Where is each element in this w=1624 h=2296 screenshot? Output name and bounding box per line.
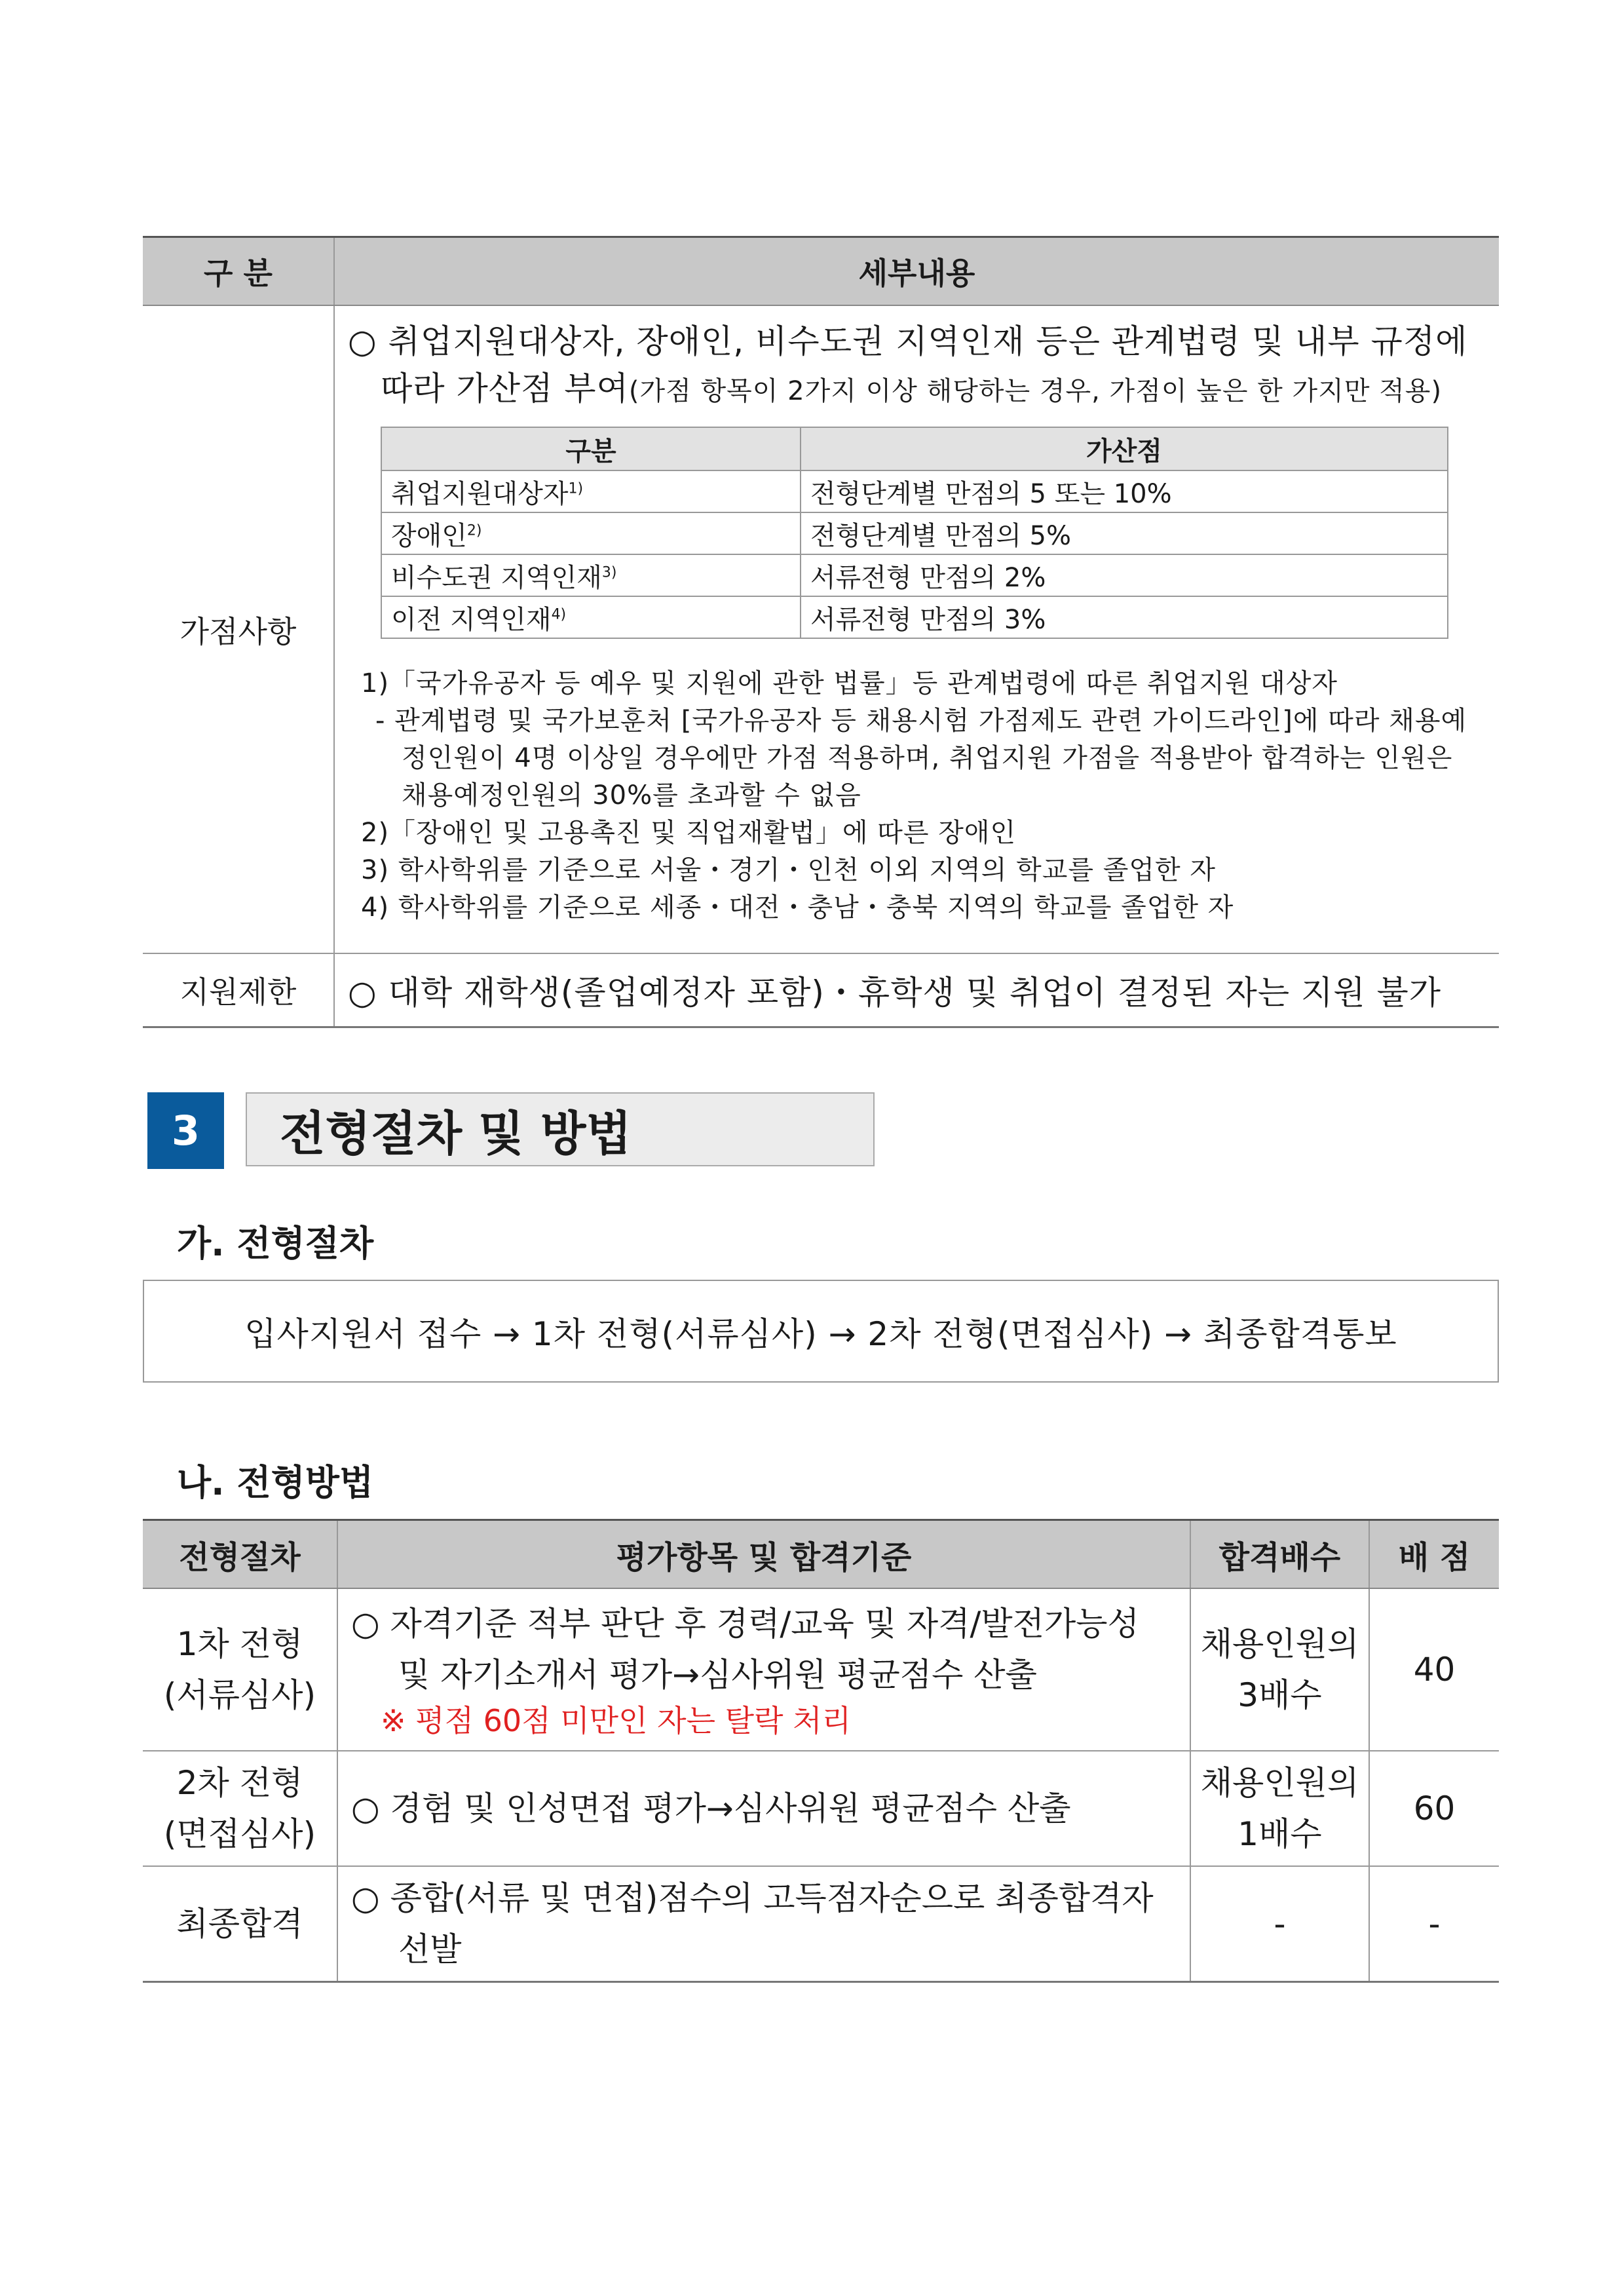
header-multiple: 합격배수 [1190,1520,1369,1589]
table-row [143,1588,1499,1751]
header-criteria: 평가항목 및 합격기준 [337,1520,1190,1589]
criteria-cell: ○ 경험 및 인성면접 평가→심사위원 평균점수 산출 [337,1751,1190,1866]
header-score: 배 점 [1369,1520,1499,1589]
procedure-heading: 가. 전형절차 [177,1223,374,1264]
stage-cell: 2차 전형 (면접심사) [143,1751,337,1866]
footnote: 1)「국가유공자 등 예우 및 지원에 관한 법률」등 관계법령에 따른 취업지원 대상자 [361,668,1338,698]
score-cell: 40 [1369,1588,1499,1751]
score-cell: 60 [1369,1751,1499,1866]
bonus-points: 서류전형 만점의 2% [801,554,1448,596]
stage-cell: 1차 전형 (서류심사) [143,1588,337,1751]
footnote: - 관계법령 및 국가보훈처 [국가유공자 등 채용시험 가점제도 관련 가이드라인]에 따라 채용예정인원이 4명 이상일 경우에만 가점 적용하며, 취업지원 가점을 적용받아 합격하는 인원은 채용예정인원의 30%를 초과할 수 없음 [375,706,1467,811]
table-row [143,1866,1499,1981]
table-row: 이전 지역인재$^{4)}$ 서류전형 만점의 3% [381,596,1448,638]
bonus-category: 취업지원대상자 [391,478,569,509]
eligibility-table [143,236,1499,1028]
table-row [143,1751,1499,1866]
section-title: 전형절차 및 방법 [246,1092,875,1166]
bonus-label: 가점사항 [143,305,334,953]
table-row: 취업지원대상자$^{1)}$ 전형단계별 만점의 5 또는 10% [381,470,1448,512]
inner-header-points: 가산점 [801,427,1448,470]
stage-cell: 최종합격 [143,1866,337,1981]
score-cell: - [1369,1866,1499,1981]
method-heading: 나. 전형방법 [177,1462,374,1503]
bonus-points-table [381,427,1448,639]
fail-note: ※ 평점 60점 미만인 자는 탈락 처리 [381,1703,852,1738]
multiple-cell: 채용인원의 3배수 [1190,1588,1369,1751]
inner-header-category: 구분 [381,427,801,470]
limit-label: 지원제한 [143,953,334,1027]
bonus-footnotes [361,665,1486,927]
header-stage: 전형절차 [143,1520,337,1589]
bonus-description: ○ 취업지원대상자, 장애인, 비수도권 지역인재 등은 관계법령 및 내부 규정에 따라 가산점 부여(가점 항목이 2가지 이상 해당하는 경우, 가점이 높은 한 가지만 적용) [348,322,1468,408]
bonus-details [334,305,1499,953]
bonus-category: 이전 지역인재 [391,604,552,635]
selection-method-table [143,1519,1499,1983]
bonus-points: 전형단계별 만점의 5 또는 10% [801,470,1448,512]
table-row: 비수도권 지역인재$^{3)}$ 서류전형 만점의 2% [381,554,1448,596]
bonus-category: 비수도권 지역인재 [391,562,602,593]
bonus-points: 전형단계별 만점의 5% [801,512,1448,554]
footnote: 4) 학사학위를 기준으로 세종・대전・충남・충북 지역의 학교를 졸업한 자 [361,892,1234,923]
procedure-flow: 입사지원서 접수 → 1차 전형(서류심사) → 2차 전형(면접심사) → 최종합격통보 [143,1280,1499,1383]
limit-text: ○ 대학 재학생(졸업예정자 포함)・휴학생 및 취업이 결정된 자는 지원 불가 [334,953,1499,1027]
criteria-cell: ○ 종합(서류 및 면접)점수의 고득점자순으로 최종합격자 선발 [337,1866,1190,1981]
header-category: 구 분 [143,237,334,306]
footnote: 3) 학사학위를 기준으로 서울・경기・인천 이외 지역의 학교를 졸업한 자 [361,855,1217,885]
header-details: 세부내용 [334,237,1499,306]
section-number: 3 [147,1092,224,1169]
multiple-cell: 채용인원의 1배수 [1190,1751,1369,1866]
footnote: 2)「장애인 및 고용촉진 및 직업재활법」에 따른 장애인 [361,818,1017,848]
bonus-category: 장애인 [391,520,467,551]
bonus-points: 서류전형 만점의 3% [801,596,1448,638]
table-row: 장애인$^{2)}$ 전형단계별 만점의 5% [381,512,1448,554]
multiple-cell: - [1190,1866,1369,1981]
criteria-cell: ○ 자격기준 적부 판단 후 경력/교육 및 자격/발전가능성 및 자기소개서 평가→심사위원 평균점수 산출 ※ 평점 60점 미만인 자는 탈락 처리 [337,1588,1190,1751]
